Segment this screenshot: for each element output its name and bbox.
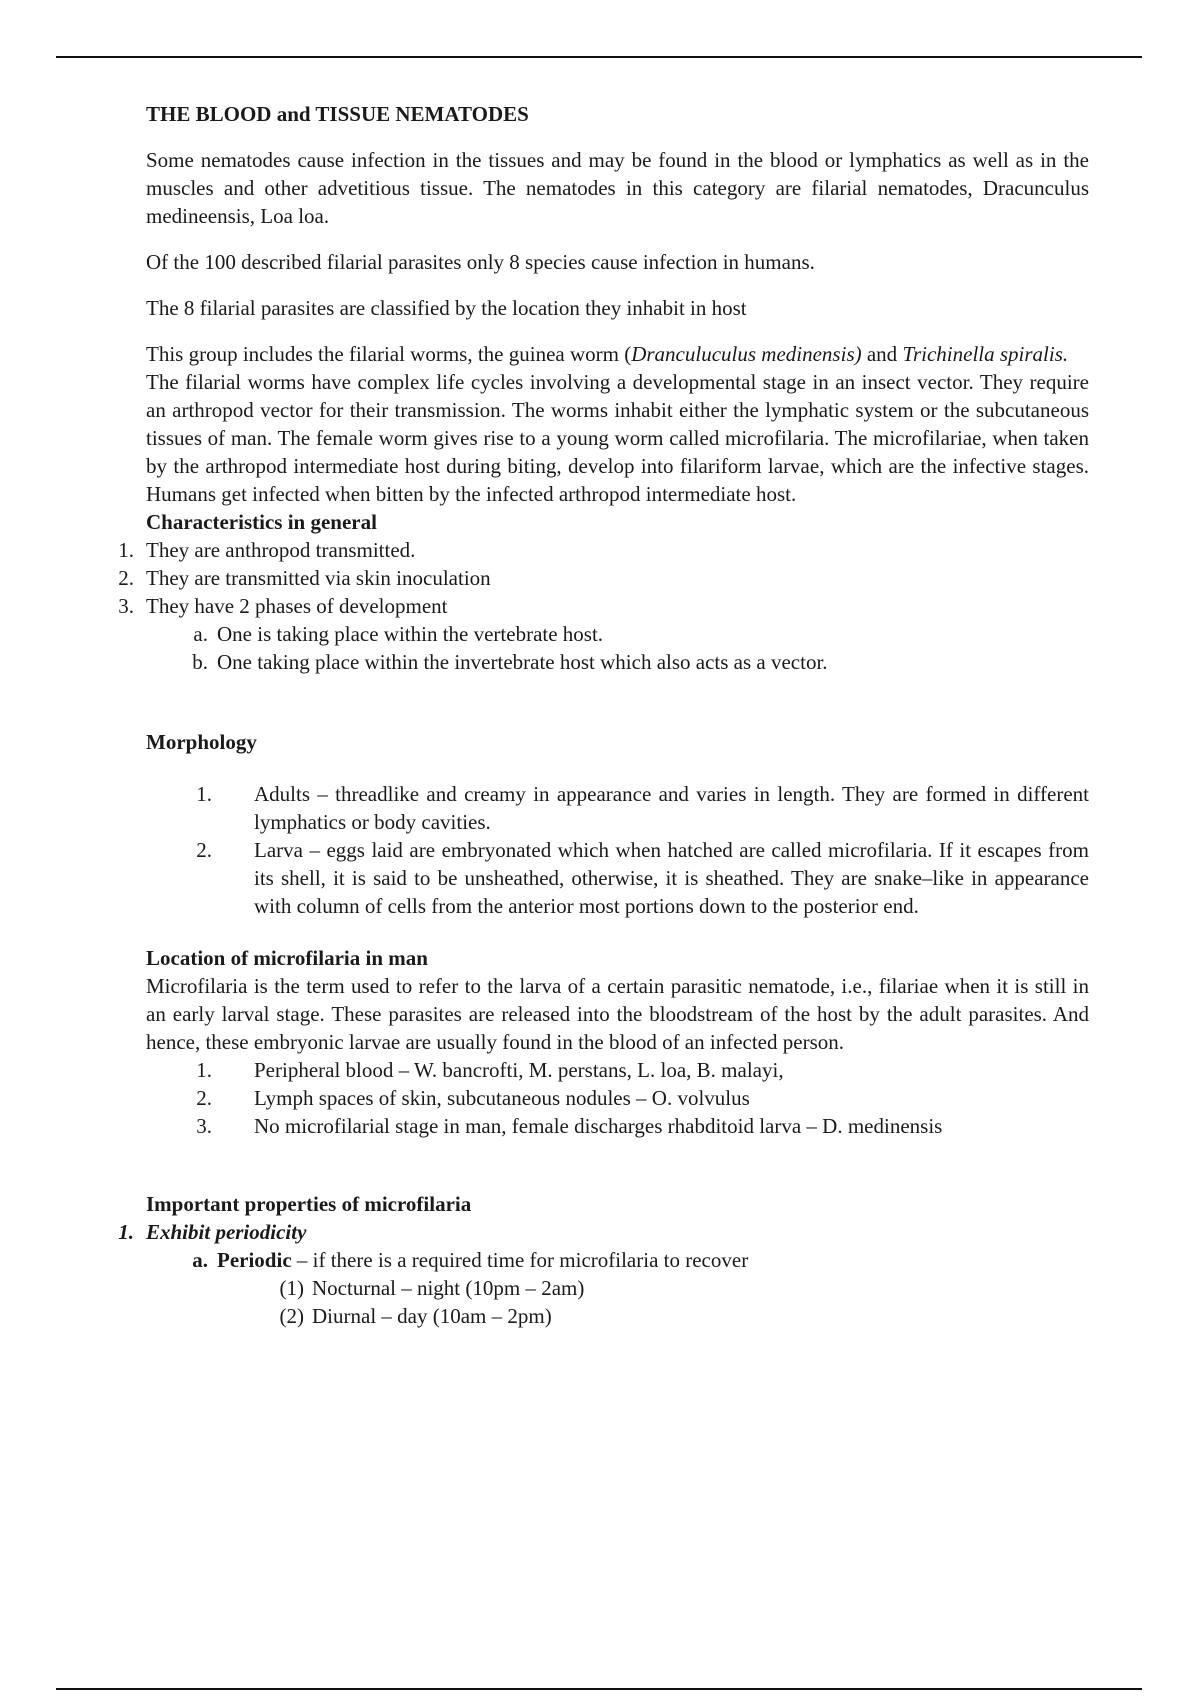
sub-list-item: [146, 1246, 1089, 1274]
bottom-rule: [56, 1688, 1142, 1690]
document-page: [118, 100, 1089, 1330]
list-item: [118, 564, 1089, 592]
list-item: [118, 1218, 1089, 1246]
sub-list-item: [146, 648, 1089, 676]
sub-sub-list-item: [146, 1274, 1089, 1302]
group-paragraph: [146, 340, 1089, 368]
characteristics-heading: Characteristics in general: [146, 510, 377, 534]
page-title: THE BLOOD and TISSUE NEMATODES: [146, 102, 529, 126]
top-rule: [56, 56, 1142, 58]
properties-heading: Important properties of microfilaria: [146, 1192, 472, 1216]
list-number: a.: [193, 622, 208, 646]
list-number: 1.: [196, 782, 212, 806]
species-name: Trichinella spiralis.: [902, 342, 1069, 366]
list-text: Diurnal – day (10am – 2pm): [312, 1304, 552, 1328]
list-text: – if there is a required time for microfilaria to recover: [291, 1248, 749, 1272]
list-item: [146, 836, 1089, 920]
list-number: 2.: [196, 838, 212, 862]
list-number: 1.: [118, 1220, 134, 1244]
list-number: b.: [192, 650, 208, 674]
list-number: (2): [279, 1304, 304, 1328]
morphology-heading: Morphology: [146, 730, 257, 754]
sub-sub-list-item: [146, 1302, 1089, 1330]
group-conjunction: and: [861, 342, 903, 366]
list-item: [146, 1056, 1089, 1084]
list-number: 3.: [196, 1114, 212, 1138]
term-label: Periodic: [217, 1248, 292, 1272]
list-text: Larva – eggs laid are embryonated which when hatched are called microfilaria. If it escapes from its shell, it is said to be unsheathed, otherwise, it is sheathed. They are snake–like in appearance with column of cells from the anterior most portions down to the posterior end.: [254, 838, 1089, 918]
list-number: 1.: [196, 1058, 212, 1082]
list-text: They are transmitted via skin inoculation: [146, 566, 491, 590]
list-text: One taking place within the invertebrate host which also acts as a vector.: [217, 650, 828, 674]
list-item: [146, 780, 1089, 836]
list-number: 2.: [196, 1086, 212, 1110]
list-number: (1): [279, 1276, 304, 1300]
sub-list-item: [146, 620, 1089, 648]
list-number: 3.: [118, 594, 134, 618]
list-text: One is taking place within the vertebrate host.: [217, 622, 604, 646]
intro-paragraph: Some nematodes cause infection in the tissues and may be found in the blood or lymphatics as well as in the muscles and other advetitious tissue. The nematodes in this category are filarial nematodes, Dracunculus medineensis, Loa loa.: [146, 148, 1089, 228]
list-number: 1.: [118, 538, 134, 562]
list-item: [118, 536, 1089, 564]
list-text: Peripheral blood – W. bancrofti, M. perstans, L. loa, B. malayi,: [254, 1058, 784, 1082]
list-text: Adults – threadlike and creamy in appearance and varies in length. They are formed in different lymphatics or body cavities.: [254, 782, 1089, 834]
intro-paragraph: Of the 100 described filarial parasites only 8 species cause infection in humans.: [146, 250, 815, 274]
list-item: [118, 592, 1089, 620]
species-name: Dranculuculus medinensis): [631, 342, 862, 366]
list-number: a.: [192, 1248, 208, 1272]
list-text: They have 2 phases of development: [146, 594, 448, 618]
list-text: Nocturnal – night (10pm – 2am): [312, 1276, 585, 1300]
list-text: Exhibit periodicity: [146, 1220, 307, 1244]
group-prefix: This group includes the filarial worms, the guinea worm (: [146, 342, 632, 366]
list-text: They are anthropod transmitted.: [146, 538, 416, 562]
location-paragraph: Microfilaria is the term used to refer to the larva of a certain parasitic nematode, i.e., filariae when it is still in an early larval stage. These parasites are released into the bloodstream of the host by the adult parasites. And hence, these embryonic larvae are usually found in the blood of an infected person.: [146, 974, 1089, 1054]
list-text: No microfilarial stage in man, female discharges rhabditoid larva – D. medinensis: [254, 1114, 943, 1138]
location-heading: Location of microfilaria in man: [146, 946, 428, 970]
list-item: [146, 1112, 1089, 1140]
intro-paragraph: The 8 filarial parasites are classified by the location they inhabit in host: [146, 296, 747, 320]
list-number: 2.: [118, 566, 134, 590]
list-item: [146, 1084, 1089, 1112]
lifecycle-paragraph: The filarial worms have complex life cycles involving a developmental stage in an insect vector. They require an arthropod vector for their transmission. The worms inhabit either the lymphatic system or the subcutaneous tissues of man. The female worm gives rise to a young worm called microfilaria. The microfilariae, when taken by the arthropod intermediate host during biting, develop into filariform larvae, which are the infective stages. Humans get infected when bitten by the infected arthropod intermediate host.: [146, 370, 1089, 506]
list-text: Lymph spaces of skin, subcutaneous nodules – O. volvulus: [254, 1086, 750, 1110]
